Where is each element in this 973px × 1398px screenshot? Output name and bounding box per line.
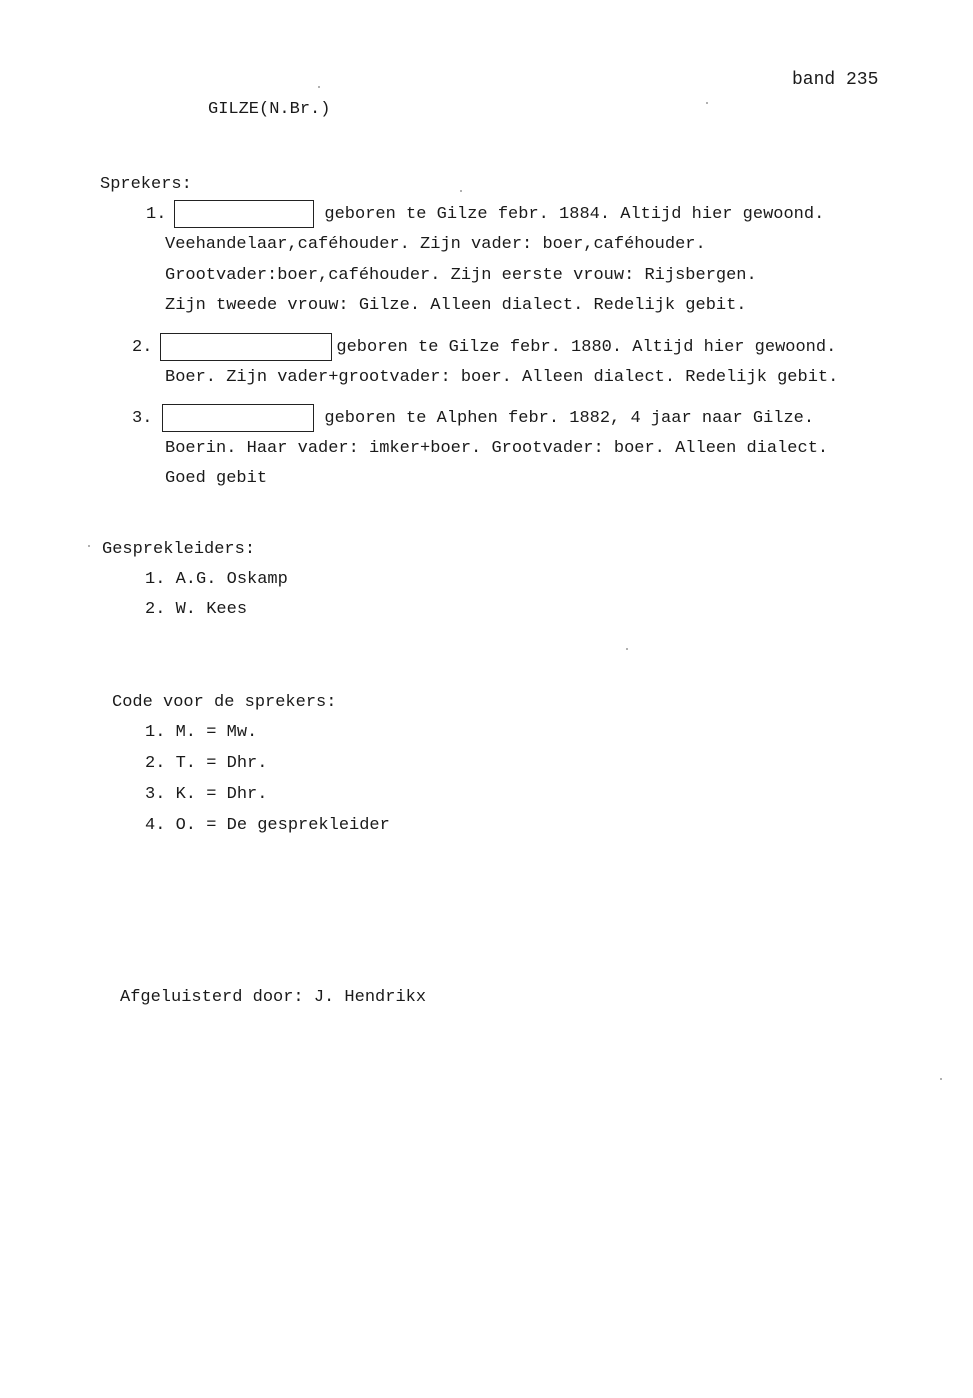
redacted-name-box [160,333,332,361]
speaker-3 [132,404,814,432]
speaker-number: 2. [132,337,153,357]
speaker-info: geboren te Gilze febr. 1880. Altijd hier gewoond. [336,337,837,357]
scan-speck [460,190,462,192]
speaker-info: geboren te Gilze febr. 1884. Altijd hier gewoond. [324,204,825,224]
gesprekleider-item: 2. W. Kees [145,600,248,619]
code-item: 1. M. = Mw. [145,723,258,742]
speaker-info-line: Grootvader:boer,caféhouder. Zijn eerste vrouw: Rijsbergen. [165,266,757,285]
redacted-name-box [174,200,314,228]
speaker-number: 3. [132,408,153,428]
scan-speck [318,86,320,88]
sprekers-heading: Sprekers: [100,175,192,194]
code-item: 2. T. = Dhr. [145,754,268,773]
speaker-1 [146,200,824,228]
speaker-2 [132,333,836,361]
afgeluisterd-door: Afgeluisterd door: J. Hendrikx [120,988,427,1007]
scan-speck [626,648,628,650]
speaker-info-line: Goed gebit [165,469,268,488]
redacted-name-box [162,404,314,432]
scan-speck [88,545,90,547]
band-number: band 235 [792,70,879,90]
gesprekleider-item: 1. A.G. Oskamp [145,570,288,589]
speaker-info-line: Boerin. Haar vader: imker+boer. Grootvader: boer. Alleen dialect. [165,439,829,458]
code-item: 4. O. = De gesprekleider [145,816,390,835]
speaker-info-line: Veehandelaar,caféhouder. Zijn vader: boer,caféhouder. [165,235,706,254]
code-heading: Code voor de sprekers: [112,693,337,712]
place-title: GILZE(N.Br.) [208,100,331,119]
scan-speck [940,1078,942,1080]
speaker-info: geboren te Alphen febr. 1882, 4 jaar naar Gilze. [324,408,815,428]
gesprekleiders-heading: Gesprekleiders: [102,540,256,559]
scan-speck [706,102,708,104]
speaker-info-line: Zijn tweede vrouw: Gilze. Alleen dialect. Redelijk gebit. [165,296,747,315]
speaker-number: 1. [146,204,167,224]
speaker-info-line: Boer. Zijn vader+grootvader: boer. Alleen dialect. Redelijk gebit. [165,368,839,387]
code-item: 3. K. = Dhr. [145,785,268,804]
